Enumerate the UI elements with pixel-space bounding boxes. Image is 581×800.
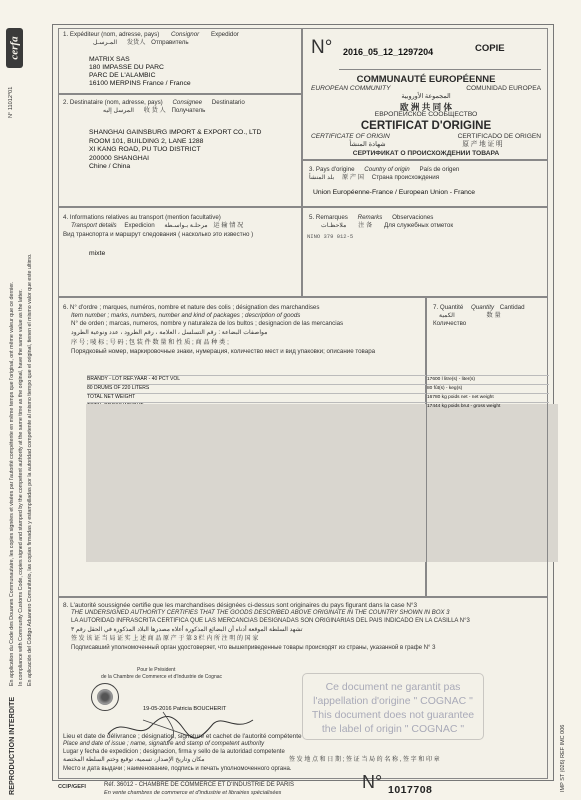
consignee-label: 2. Destinataire (nom, adresse, pays) [63, 99, 163, 106]
quantity-row-2-text: 80 fût(s) - keg(s) [427, 386, 463, 391]
pour-le-president: Pour le Président [137, 667, 176, 673]
box-country-of-origin [302, 160, 548, 207]
quantity-row-2 [427, 376, 549, 391]
remarks-value: NINO 379 012-5 [307, 233, 354, 240]
certificate-fr: CERTIFICAT D'ORIGINE [360, 120, 492, 132]
goods-row-1 [87, 367, 427, 382]
box-consignee [58, 94, 302, 207]
goods-label-fr: 6. N° d'ordre ; marques, numéros, nombre et nature des colis ; désignation des marchandises [63, 304, 320, 311]
goods-label-en: Item number ; marks, numbers, number and kind of packages ; description of goods [71, 312, 301, 319]
cert-text-ar: تشهد السلطة الموقعة أدناه أن البضائع المذكورة أعلاه مصدرها البلاد المذكورة في الحقل رقم ٣ [71, 627, 303, 633]
quantity-label-es: Cantidad [499, 304, 525, 311]
goods-row-4 [87, 394, 427, 403]
community-en: EUROPEAN COMMUNITY [311, 85, 391, 92]
remarks-label: 5. Remarques [309, 214, 348, 221]
box-consignor [58, 28, 302, 94]
cert-text-ru: Подписавший уполномоченный орган удостоверяет, что вышеприведенные товары происходят из страны, указанной в графе N° 3 [71, 645, 436, 651]
transport-label: 4. Informations relatives au transport (mention facultative) [63, 214, 221, 221]
cerfa-logo [6, 28, 23, 68]
serial-number: 1017708 [388, 784, 433, 796]
cognac-disclaimer-stamp [302, 673, 484, 740]
side-text-en: In compliance with Community Customs Code, copies signed and stamped by the competent authority at the same time as the original, have the same value as the latter. [18, 289, 24, 686]
cert-text-fr: 8. L'autorité soussignée certifie que les marchandises désignées ci-dessus sont originaires du pays figurant dans la case N°3 [63, 602, 418, 609]
sign-date-name: 19-05-2016 Patricia BOUCHERIT [143, 706, 227, 712]
remarks-label-en: Remarks [357, 214, 383, 221]
quantity-row-3-text: 16780 kg poids net - net weight [427, 395, 494, 400]
serial-symbol: N° [362, 772, 383, 792]
origin-label-ar: بلد المنشأ [309, 174, 335, 181]
quantity-row-1-text: 17600 l litre(s) - liter(s) [427, 377, 475, 382]
transport-label-es: Expedicion [124, 222, 155, 229]
box-transport-details [58, 207, 302, 297]
consignor-label-ar: المـرسـل [93, 39, 118, 46]
footer-es: Lugar y fecha de expedicion ; designacion, firma y sello de la autoridad competente [63, 749, 285, 755]
number-symbol: N° [311, 37, 333, 58]
goods-row-2 [87, 376, 427, 391]
consignor-line-3: PARC DE L'ALAMBIC [89, 72, 156, 79]
cerfa-logo-text: cerfa [8, 36, 21, 60]
consignee-label-en: Consignee [172, 99, 203, 106]
footer-ar: مكان وتاريخ الإصدار، تسمية، توقيع وختم السلطة المختصة [63, 757, 205, 763]
footer-ref: Réf. 36012 - CHAMBRE DE COMMERCE ET D'INDUSTRIE DE PARIS [104, 782, 294, 788]
certificate-en: CERTIFICATE OF ORIGIN [311, 133, 390, 140]
consignee-line-1: SHANGHAI GAINSBURG IMPORT & EXPORT CO., LTD [89, 129, 262, 136]
consignee-line-5: Chine / China [89, 163, 131, 170]
quantity-row-4-text: 17444 kg poids brut - gross weight [427, 404, 501, 409]
consignor-line-1: MATRIX SAS [89, 56, 130, 63]
stamp-line-3: This document does not guarantee [311, 709, 475, 721]
ccip-gefi: CCIP/GEFI [58, 784, 86, 790]
quantity-label: 7. Quantité [433, 304, 464, 311]
quantity-label-en: Quantity [471, 304, 495, 311]
footer-zh: 签 发 地 点 和 日 期 ; 签 证 当 局 的 名 称 , 签 字 和 印 章 [289, 757, 440, 763]
transport-label-ar: مرحلـة بـواسـطة [164, 222, 208, 229]
side-text-fr: En application du Code des Douanes Communautaire, les copies signées et visées par l'autorité compétente en même temps que l'original, ont même valeur que ce dernier. [9, 281, 15, 686]
side-text-es: En aplicación del Código Aduanero Comunitario, las copias firmadas y estampilladas por la autoridad competente al mismo tiempo que el original, tienen el mismo valor que este ultimo. [27, 253, 33, 686]
transport-value: mixte [89, 250, 106, 257]
community-fr: COMMUNAUTÉ EUROPÉENNE [356, 74, 496, 85]
consignee-label-es: Destinatario [211, 99, 245, 106]
certificate-header [302, 28, 548, 160]
consignor-label-es: Expedidor [210, 31, 239, 38]
consignor-line-2: 180 IMPASSE DU PARC [89, 64, 164, 71]
footer-ru: Место и дата выдачи ; наименование, подпись и печать уполномоченного органа. [63, 766, 292, 772]
community-ru: ЕВРОПЕЙСКОЕ СООБЩЕСТВО [374, 111, 478, 118]
header-divider [339, 69, 541, 70]
consignor-label: 1. Expéditeur (nom, adresse, pays) [63, 31, 160, 38]
reproduction-interdite: REPRODUCTION INTERDITE [7, 696, 16, 795]
goods-label-es: N° de orden ; marcas, numeros, nombre y naturaleza de los bultos ; designacion de las mercancias [71, 320, 344, 327]
remarks-label-zh: 注 备 [358, 222, 373, 229]
certificate-ar: شهادة المنشأ [349, 141, 386, 148]
community-es: COMUNIDAD EUROPEA [466, 85, 541, 92]
quantity-row-3 [427, 385, 549, 400]
goods-label-ar: مواصفات البضاعة : رقم التسلسل ، العلامة ، رقم الطرود ، عدد ونوعية الطرود [71, 329, 268, 336]
certificate-ru: СЕРТИФИКАТ О ПРОИСХОЖДЕНИИ ТОВАРА [352, 150, 500, 157]
transport-label-zh: 运 输 情 况 [213, 222, 244, 229]
consignee-line-2: ROOM 101, BUILDING 2, LANE 1288 [89, 138, 204, 145]
transport-label-en: Transport details [71, 222, 117, 229]
consignee-line-4: 200000 SHANGHAI [89, 155, 150, 162]
consignee-line-3: XI KANG ROAD, PU TUO DISTRICT [89, 146, 201, 153]
box-remarks [302, 207, 548, 297]
box-quantity [426, 297, 548, 597]
consignor-label-en: Consignor [171, 31, 200, 38]
stamp-line-1: Ce document ne garantit pas [325, 681, 461, 693]
origin-label-zh: 原 产 国 [341, 174, 364, 181]
quantity-label-ru: Количество [433, 320, 467, 327]
cerfa-number: N° 11012*01 [8, 86, 14, 118]
transport-label-ru: Вид транспорта и маршрут следования ( насколько это известно ) [63, 231, 254, 238]
remarks-label-ar: ملاحظـات [321, 222, 347, 229]
cert-text-es: LA AUTORIDAD INFRASCRITA CERTIFICA QUE LAS MERCANCIAS DESIGNADAS SON ORIGINARIAS DEL PAIS INDICADO EN LA CASILLA N°3 [71, 618, 470, 624]
consignee-label-zh: 收 货 人 [143, 107, 166, 114]
origin-label-en: Country of origin [364, 166, 410, 173]
stamp-line-2: l'appellation d'origine " COGNAC " [313, 695, 473, 707]
community-zh: 欧 洲 共 同 体 [400, 102, 452, 112]
origin-value: Union Européenne-France / European Union - France [313, 189, 476, 196]
consignor-label-zh: 发货人 [126, 39, 146, 46]
quantity-label-ar: الكمية [439, 312, 455, 319]
quantity-label-zh: 数 量 [486, 312, 501, 319]
cert-text-zh: 签 发 该 证 当 局 证 实 上 述 商 品 原 产 于 第 3 栏 内 所 注 明 的 国 家 [71, 636, 259, 642]
imprint-ref: IMP ST (026) REF IMC 006 [560, 724, 566, 792]
remarks-label-es: Observaciones [392, 214, 434, 221]
consignor-label-ru: Отправитель [151, 39, 189, 46]
origin-label: 3. Pays d'origine [309, 166, 355, 173]
certificate-es: CERTIFICADO DE ORIGEN [457, 133, 541, 140]
footer-en: Place and date of issue ; name, signature and stamp of competent authority [63, 741, 265, 747]
certificate-number: 2016_05_12_1297204 [343, 47, 434, 57]
chambre-commerce: de la Chambre de Commerce et d'Industrie de Cognac [101, 674, 223, 680]
consignee-label-ar: المرسل إليه [103, 107, 134, 114]
origin-label-es: País de origen [419, 166, 460, 173]
cert-text-en: THE UNDERSIGNED AUTHORITY CERTIFIES THAT THE GOODS DESCRIBED ABOVE ORIGINATE IN THE COUNTRY SHOWN IN BOX 3 [71, 610, 450, 616]
goods-label-zh: 序 号 ; 唛 标 ; 号 码 ; 包 装 件 数 量 和 性 质 ; 商 品 种 类 ; [71, 339, 229, 346]
consignor-line-4: 16100 MERPINS France / France [89, 80, 191, 87]
quantity-row-4 [427, 394, 549, 409]
footer-vente: En vente chambres de commerce et d'industrie et librairies spécialisées [104, 790, 282, 796]
goods-row-3-text: TOTAL NET WEIGHT [87, 394, 136, 400]
origin-label-ru: Страна происхождения [371, 174, 440, 181]
goods-row-1-text: BRANDY - LOT REF.YAAR - 40 PCT VOL [87, 376, 180, 382]
goods-row-2-text: 80 DRUMS OF 220 LITERS [87, 385, 150, 391]
remarks-label-ru: Для служебных отметок [384, 222, 454, 229]
community-ar: المجموعة الأوروبية [401, 93, 451, 100]
certificate-zh: 原 产 地 证 明 [462, 141, 503, 148]
goods-row-3 [87, 385, 427, 400]
consignee-label-ru: Получатель [171, 107, 206, 114]
copie-label: COPIE [475, 43, 505, 54]
footer-fr: Lieu et date de délivrance ; désignation, signature et cachet de l'autorité compétente [63, 733, 302, 740]
quantity-row-1 [427, 367, 549, 382]
signature-icon [103, 706, 273, 744]
goods-label-ru: Порядковый номер, маркировочные знаки, нумерация, количество мест и вид упаковки; описание товара [71, 348, 376, 355]
stamp-line-4: the label of origin " COGNAC " [321, 723, 465, 735]
